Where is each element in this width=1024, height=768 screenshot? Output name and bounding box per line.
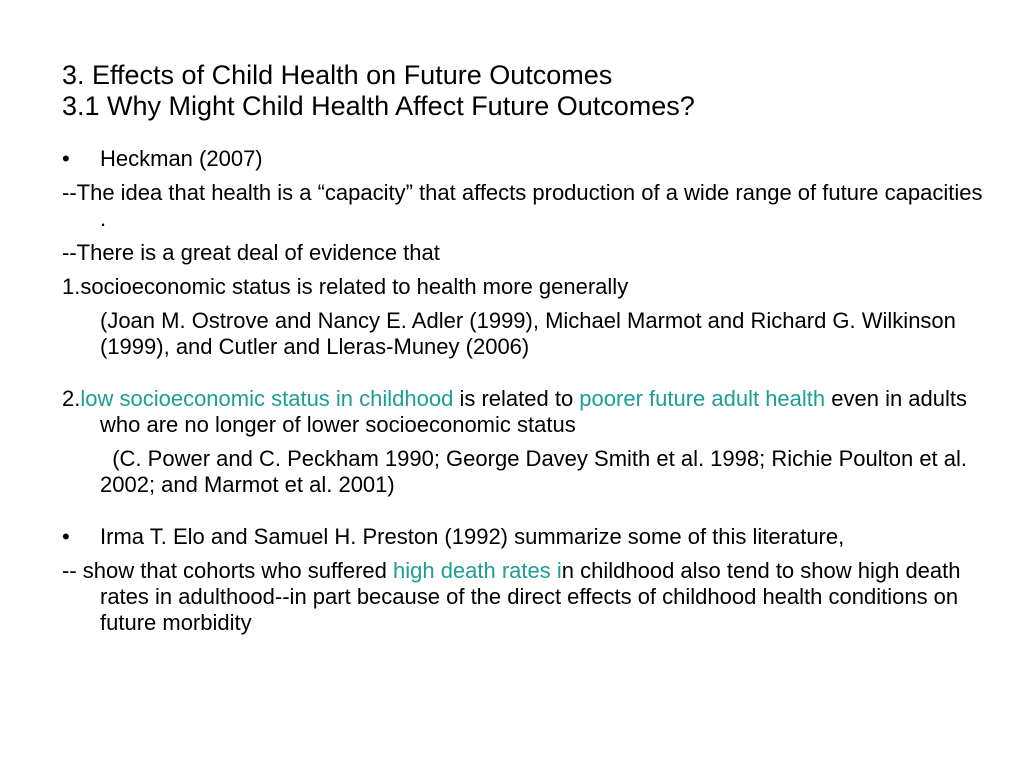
bullet-dot: • [62,146,70,171]
bullet-heckman [62,146,992,172]
capacity-paragraph: --The idea that health is a “capacity” that affects production of a wide range of future capacities . [62,180,983,231]
heckman-text: Heckman (2007) [100,146,263,171]
cohorts-prefix: -- show that cohorts who suffered [62,558,393,583]
cohorts-suffix: n childhood also tend to show high death rates in adulthood--in part because of the direct effects of childhood health conditions on future morbidity [100,558,961,635]
point-2-suffix: even in adults who are no longer of lower socioeconomic status [100,386,968,437]
point-2-prefix: 2. [62,386,81,411]
cohorts-paragraph [62,558,992,636]
point-2-highlight-2: poorer future adult health [579,386,826,411]
slide-body [62,146,992,636]
point-2-citations: (C. Power and C. Peckham 1990; George Davey Smith et al. 1998; Richie Poulton et al. 2002; and Marmot et al. 2001) [100,446,974,497]
evidence-intro: --There is a great deal of evidence that [62,240,440,265]
cohorts-highlight: high death rates i [392,558,562,583]
point-1: 1.socioeconomic status is related to health more generally [62,274,629,299]
point-2 [62,386,992,438]
point-2-middle: is related to [453,386,580,411]
bullet-dot: • [62,524,70,549]
bullet-elo-preston [62,524,992,550]
title-line-1: 3. Effects of Child Health on Future Outcomes [62,60,613,90]
point-2-highlight-1: low socioeconomic status in childhood [80,386,454,411]
elo-preston-text: Irma T. Elo and Samuel H. Preston (1992) summarize some of this literature, [100,524,845,549]
point-1-citations: (Joan M. Ostrove and Nancy E. Adler (1999), Michael Marmot and Richard G. Wilkinson (1999), and Cutler and Lleras-Muney (2006) [100,308,956,359]
title-line-2: 3.1 Why Might Child Health Affect Future Outcomes? [62,91,695,121]
slide-title [62,60,992,122]
